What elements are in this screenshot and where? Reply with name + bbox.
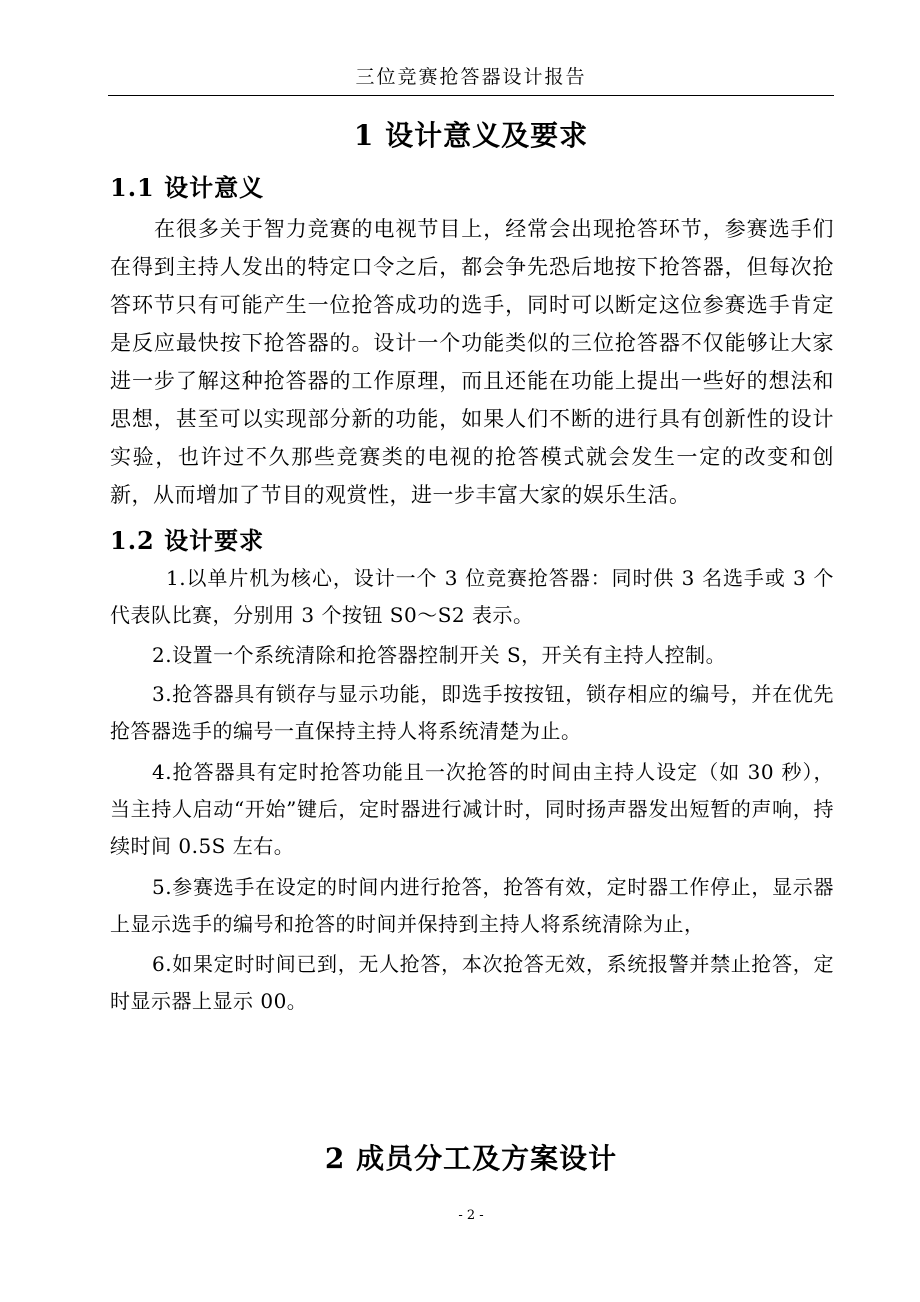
header-rule	[108, 95, 834, 96]
section-2-title: 2 成员分工及方案设计	[324, 1142, 618, 1175]
requirement-item: 4.抢答器具有定时抢答功能且一次抢答的时间由主持人设定（如 30 秒），当主持人启动“开始”键后，定时器进行减计时，同时扬声器发出短暂的声响，持续时间 0.5S 左右。	[110, 760, 834, 858]
requirement-item: 2.设置一个系统清除和抢答器控制开关 S，开关有主持人控制。	[152, 643, 727, 667]
section-1-title: 1 设计意义及要求	[353, 119, 589, 152]
requirement-item: 5.参赛选手在设定的时间内进行抢答，抢答有效，定时器工作停止，显示器上显示选手的编号和抢答的时间并保持到主持人将系统清除为止，	[110, 875, 834, 936]
requirement-item: 3.抢答器具有锁存与显示功能，即选手按按钮，锁存相应的编号，并在优先抢答器选手的编号一直保持主持人将系统清楚为止。	[110, 682, 834, 743]
requirement-item: 6.如果定时时间已到，无人抢答，本次抢答无效，系统报警并禁止抢答，定时显示器上显示 00。	[110, 952, 834, 1013]
section-1-1-title: 1.1 设计意义	[110, 173, 265, 202]
requirement-item: 1.以单片机为核心，设计一个 3 位竞赛抢答器：同时供 3 名选手或 3 个代表队比赛，分别用 3 个按钮 S0～S2 表示。	[110, 566, 834, 627]
page-number: - 2 -	[458, 1208, 484, 1223]
section-1-2-title: 1.2 设计要求	[110, 526, 265, 555]
section-1-1-paragraph: 在很多关于智力竞赛的电视节目上，经常会出现抢答环节，参赛选手们在得到主持人发出的特定口令之后，都会争先恐后地按下抢答器，但每次抢答环节只有可能产生一位抢答成功的选手，同时可以断定这位参赛选手肯定是反应最快按下抢答器的。设计一个功能类似的三位抢答器不仅能够让大家进一步了解这种抢答器的工作原理，而且还能在功能上提出一些好的想法和思想，甚至可以实现部分新的功能，如果人们不断的进行具有创新性的设计实验，也许过不久那些竞赛类的电视的抢答模式就会发生一定的改变和创新，从而增加了节目的观赏性，进一步丰富大家的娱乐生活。	[110, 217, 834, 507]
running-header: 三位竞赛抢答器设计报告	[355, 66, 587, 88]
